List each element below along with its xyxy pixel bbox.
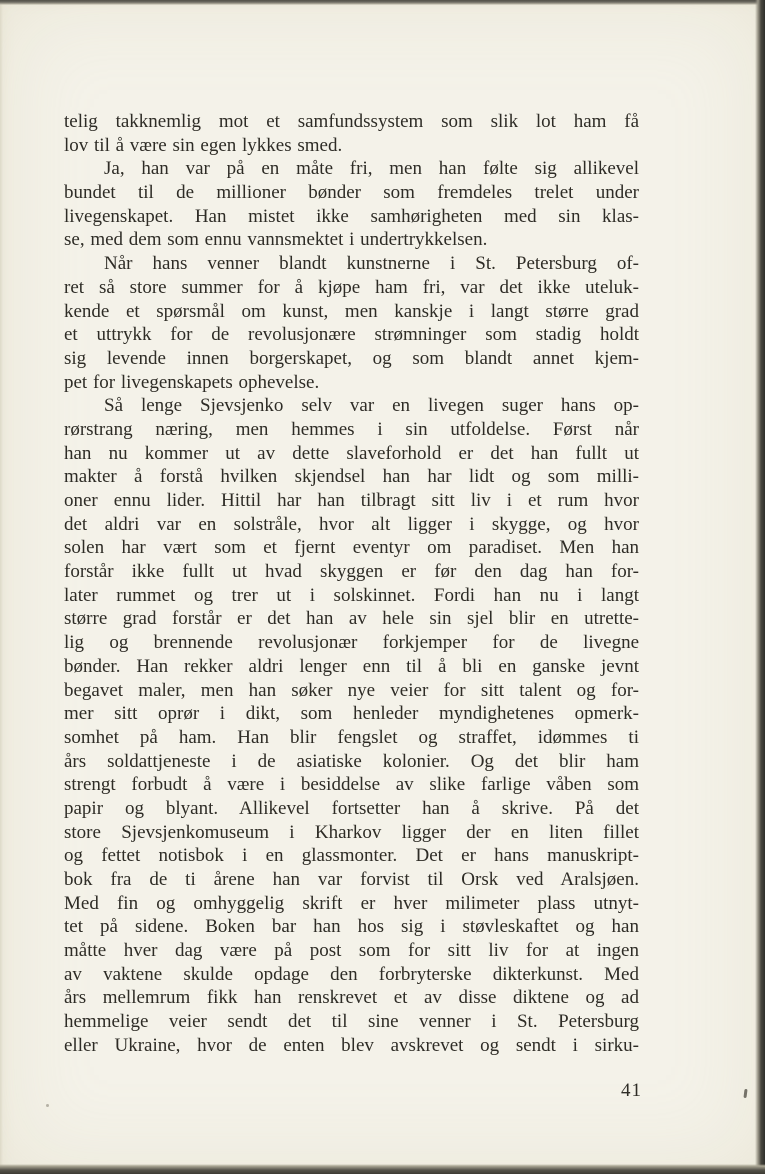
text-line: eller Ukraine, hvor de enten blev avskrevet og sendt i sirku-: [64, 1034, 639, 1056]
text-line: solen har vært som et fjernt eventyr om paradiset. Men han: [64, 537, 639, 559]
text-line: bønder. Han rekker aldri lenger enn til å bli en ganske jevnt: [64, 655, 639, 677]
text-line: oner ennu lider. Hittil har han tilbragt sitt liv i et rum hvor: [64, 490, 639, 511]
text-line: tet på sidene. Boken bar han hos sig i støvleskaftet og han: [64, 916, 639, 938]
page-number: 41: [621, 1080, 642, 1101]
text-line: papir og blyant. Allikevel fortsetter han å skrive. På det: [64, 797, 639, 819]
text-line: hemmelige veier sendt det til sine venner i St. Petersburg: [64, 1011, 639, 1033]
text-line: lig og brennende revolusjonær forkjemper for de livegne: [64, 632, 639, 654]
text-line: mer sitt oprør i dikt, som henleder myndighetenes opmerk-: [64, 703, 639, 725]
text-line: han nu kommer ut av dette slaveforhold er det han fullt ut: [64, 442, 639, 464]
body-text: [64, 110, 639, 1058]
text-line: av vaktene skulde opdage den forbryterske dikterkunst. Med: [64, 963, 639, 985]
text-line: makter å forstå hvilken skjendsel han har lidt og som milli-: [64, 466, 639, 488]
text-line: strengt forbudt å være i besiddelse av slike farlige våben som: [64, 774, 639, 796]
text-line: bundet til de millioner bønder som fremdeles trelet under: [64, 182, 639, 204]
text-line: later rummet og trer ut i solskinnet. Fordi han nu i langt: [64, 584, 639, 606]
text-line: måtte hver dag være på post som for sitt liv for at ingen: [64, 940, 639, 962]
text-line: rørstrang næring, men hemmes i sin utfoldelse. Først når: [64, 418, 639, 440]
text-line: somhet på ham. Han blir fengslet og straffet, idømmes ti: [64, 726, 639, 748]
scan-edge-bottom: [0, 1164, 765, 1174]
text-line: års mellemrum fikk han renskrevet et av disse diktene og ad: [64, 987, 639, 1009]
text-line: livegenskapet. Han mistet ikke samhørigheten med sin klas-: [64, 205, 639, 227]
text-line: et uttrykk for de revolusjonære strømninger som stadig holdt: [64, 324, 639, 346]
text-line: telig takknemlig mot et samfundssystem som slik lot ham få: [64, 111, 639, 132]
text-line: og fettet notisbok i en glassmonter. Det er hans manuskript-: [64, 845, 639, 867]
text-line: pet for livegenskapets ophevelse.: [64, 371, 320, 393]
text-line: større grad forstår er det han av hele sin sjel blir en utrette-: [64, 608, 639, 630]
text-line: forstår ikke fullt ut hvad skyggen er før den dag han for-: [64, 561, 639, 583]
scan-edge-right: [755, 0, 765, 1174]
scan-edge-top: [0, 0, 765, 5]
text-line: lov til å være sin egen lykkes smed.: [64, 134, 343, 156]
scan-edge-left: [0, 0, 3, 1174]
text-line: års soldattjeneste i de asiatiske kolonier. Og det blir ham: [64, 750, 639, 772]
text-line: Med fin og omhyggelig skrift er hver milimeter plass utnyt-: [64, 892, 639, 914]
text-line: begavet maler, men han søker nye veier for sitt talent og for-: [64, 679, 639, 701]
text-line: Når hans venner blandt kunstnerne i St. Petersburg of-: [104, 253, 639, 275]
scan-speck: [743, 1089, 747, 1098]
text-line: se, med dem som ennu vannsmektet i undertrykkelsen.: [64, 229, 488, 251]
text-line: Ja, han var på en måte fri, men han følte sig allikevel: [104, 158, 639, 180]
text-line: bok fra de ti årene han var forvist til Orsk ved Aralsjøen.: [64, 869, 639, 890]
text-line: ret så store summer for å kjøpe ham fri, var det ikke uteluk-: [64, 276, 639, 298]
text-line: kende et spørsmål om kunst, men kanskje i langt større grad: [64, 300, 639, 322]
scan-speck: [46, 1104, 49, 1107]
text-line: store Sjevsjenkomuseum i Kharkov ligger der en liten fillet: [64, 821, 639, 843]
text-line: Så lenge Sjevsjenko selv var en livegen suger hans op-: [104, 395, 639, 417]
text-line: sig levende innen borgerskapet, og som blandt annet kjem-: [64, 347, 639, 369]
text-line: det aldri var en solstråle, hvor alt ligger i skygge, og hvor: [64, 513, 639, 535]
